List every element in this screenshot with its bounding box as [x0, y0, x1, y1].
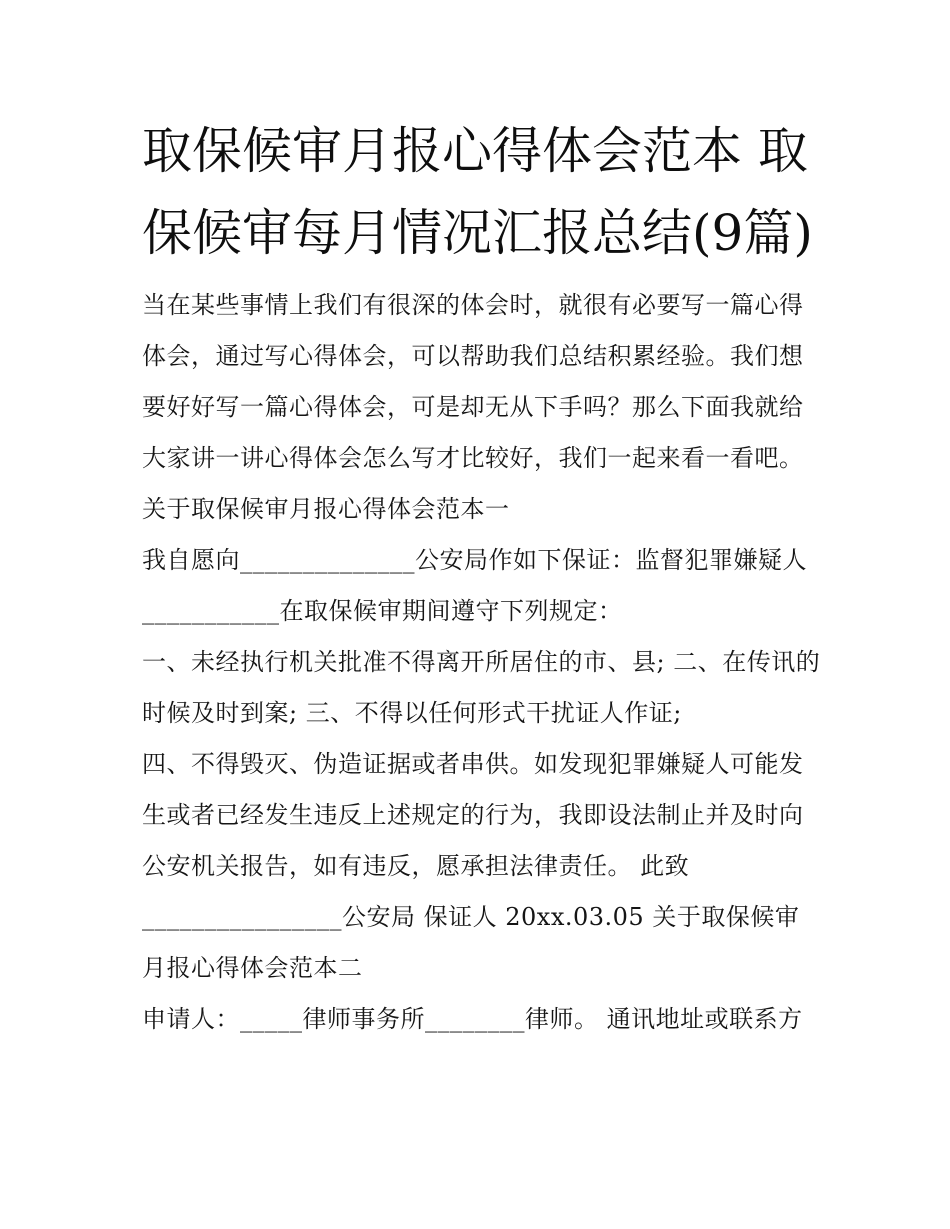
- rule-four-paragraph: 四、不得毁灭、伪造证据或者串供。如发现犯罪嫌疑人可能发生或者已经发生违反上述规定的行为，我即设法制止并及时向公安机关报告，如有违反，愿承担法律责任。 此致________________公安局 保证人 20xx.03.05 关于取保候审月报心得体会范本二: [142, 750, 804, 982]
- intro-paragraph: 当在某些事情上我们有很深的体会时，就很有必要写一篇心得体会，通过写心得体会，可以帮助我们总结积累经验。我们想要好好写一篇心得体会，可是却无从下手吗？那么下面我就给大家讲一讲心得体会怎么写才比较好，我们一起来看一看吧。: [142, 291, 804, 472]
- pledge-paragraph: 我自愿向______________公安局作如下保证：监督犯罪嫌疑人___________在取保候审期间遵守下列规定：: [142, 546, 807, 625]
- rules-paragraph: 一、未经执行机关批准不得离开所居住的市、县; 二、在传讯的时候及时到案; 三、不得以任何形式干扰证人作证;: [142, 648, 821, 727]
- section-heading-sample-one: 关于取保候审月报心得体会范本一: [142, 495, 510, 523]
- applicant-paragraph: 申请人：_____律师事务所________律师。 通讯地址或联系方: [142, 1005, 803, 1033]
- document-title: 取保候审月报心得体会范本 取保候审每月情况汇报总结(9篇): [142, 122, 813, 262]
- document-page: [142, 110, 822, 1045]
